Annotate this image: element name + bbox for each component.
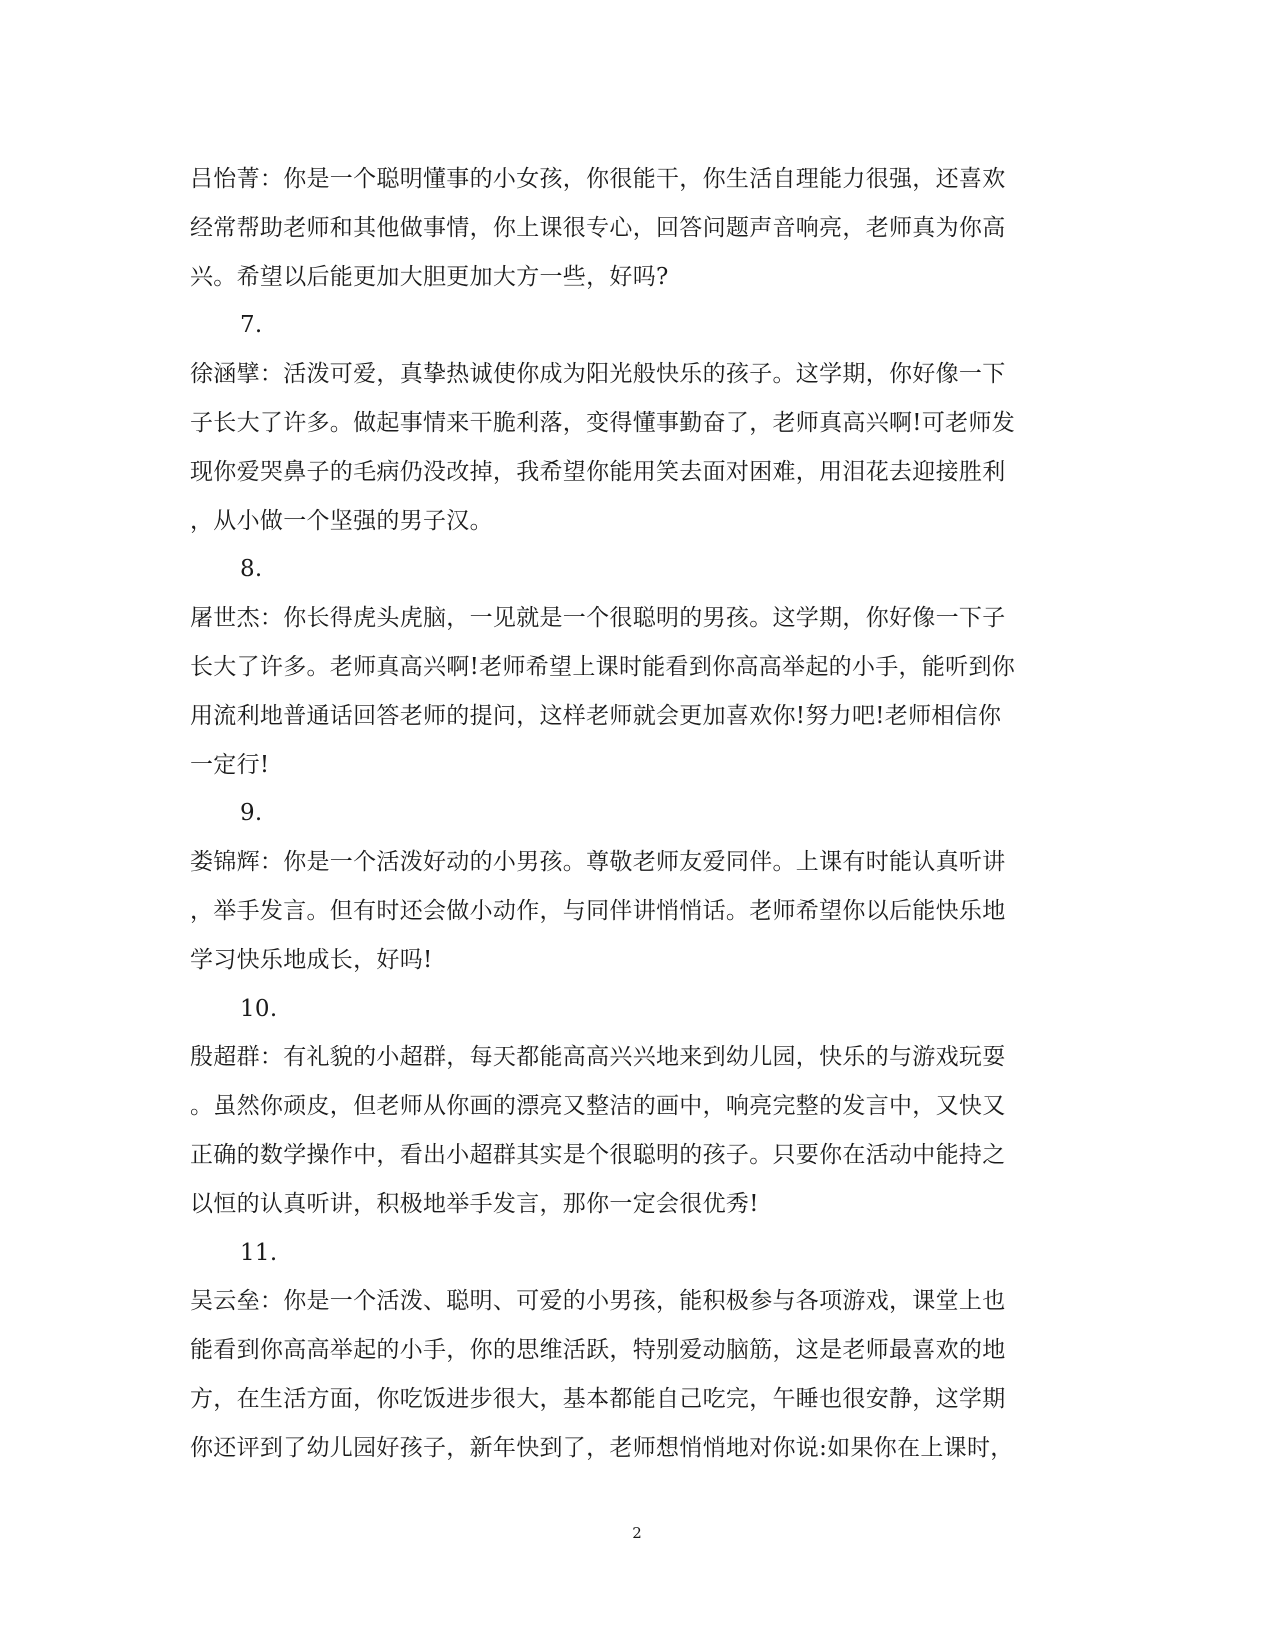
text-line: 子长大了许多。做起事情来干脆利落，变得懂事勤奋了，老师真高兴啊!可老师发 [190, 409, 1016, 436]
text-line: 能看到你高高举起的小手，你的思维活跃，特别爱动脑筋，这是老师最喜欢的地 [190, 1337, 1006, 1364]
text-line: ，举手发言。但有时还会做小动作，与同伴讲悄悄话。老师希望你以后能快乐地 [190, 897, 1006, 924]
text-line: 经常帮助老师和其他做事情，你上课很专心，回答问题声音响亮，老师真为你高 [190, 214, 1006, 241]
text-line: 殷超群：有礼貌的小超群，每天都能高高兴兴地来到幼儿园，快乐的与游戏玩耍 [190, 1044, 1006, 1071]
text-line: 。虽然你顽皮，但老师从你画的漂亮又整洁的画中，响亮完整的发言中，又快又 [190, 1093, 1006, 1120]
text-line: ，从小做一个坚强的男子汉。 [190, 507, 493, 534]
text-line: 你还评到了幼儿园好孩子，新年快到了，老师想悄悄地对你说:如果你在上课时， [190, 1434, 1014, 1461]
item-number: 9. [240, 800, 263, 827]
text-line: 方，在生活方面，你吃饭进步很大，基本都能自己吃完，午睡也很安静，这学期 [190, 1385, 1006, 1412]
text-line: 长大了许多。老师真高兴啊!老师希望上课时能看到你高高举起的小手，能听到你 [190, 653, 1016, 680]
document-body [190, 155, 1070, 1473]
text-line: 正确的数学操作中，看出小超群其实是个很聪明的孩子。只要你在活动中能持之 [190, 1141, 1006, 1168]
page-number: 2 [632, 1524, 642, 1542]
text-line: 屠世杰：你长得虎头虎脑，一见就是一个很聪明的男孩。这学期，你好像一下子 [190, 605, 1006, 632]
item-number: 11. [240, 1239, 278, 1266]
text-line: 以恒的认真听讲，积极地举手发言，那你一定会很优秀! [190, 1190, 759, 1217]
text-line: 吴云垒：你是一个活泼、聪明、可爱的小男孩，能积极参与各项游戏，课堂上也 [190, 1288, 1006, 1315]
text-line: 徐涵擘：活泼可爱，真挚热诚使你成为阳光般快乐的孩子。这学期，你好像一下 [190, 361, 1006, 388]
item-number: 10. [240, 995, 278, 1022]
text-line: 娄锦辉：你是一个活泼好动的小男孩。尊敬老师友爱同伴。上课有时能认真听讲 [190, 849, 1006, 876]
text-line: 现你爱哭鼻子的毛病仍没改掉，我希望你能用笑去面对困难，用泪花去迎接胜利 [190, 458, 1006, 485]
text-line: 吕怡菁：你是一个聪明懂事的小女孩，你很能干，你生活自理能力很强，还喜欢 [190, 166, 1006, 192]
item-number: 8. [240, 556, 263, 583]
text-line: 一定行! [190, 751, 270, 778]
text-line: 兴。希望以后能更加大胆更加大方一些，好吗? [190, 263, 669, 290]
item-number: 7. [240, 312, 263, 339]
text-line: 用流利地普通话回答老师的提问，这样老师就会更加喜欢你!努力吧!老师相信你 [190, 702, 1002, 729]
text-line: 学习快乐地成长，好吗! [190, 946, 433, 973]
